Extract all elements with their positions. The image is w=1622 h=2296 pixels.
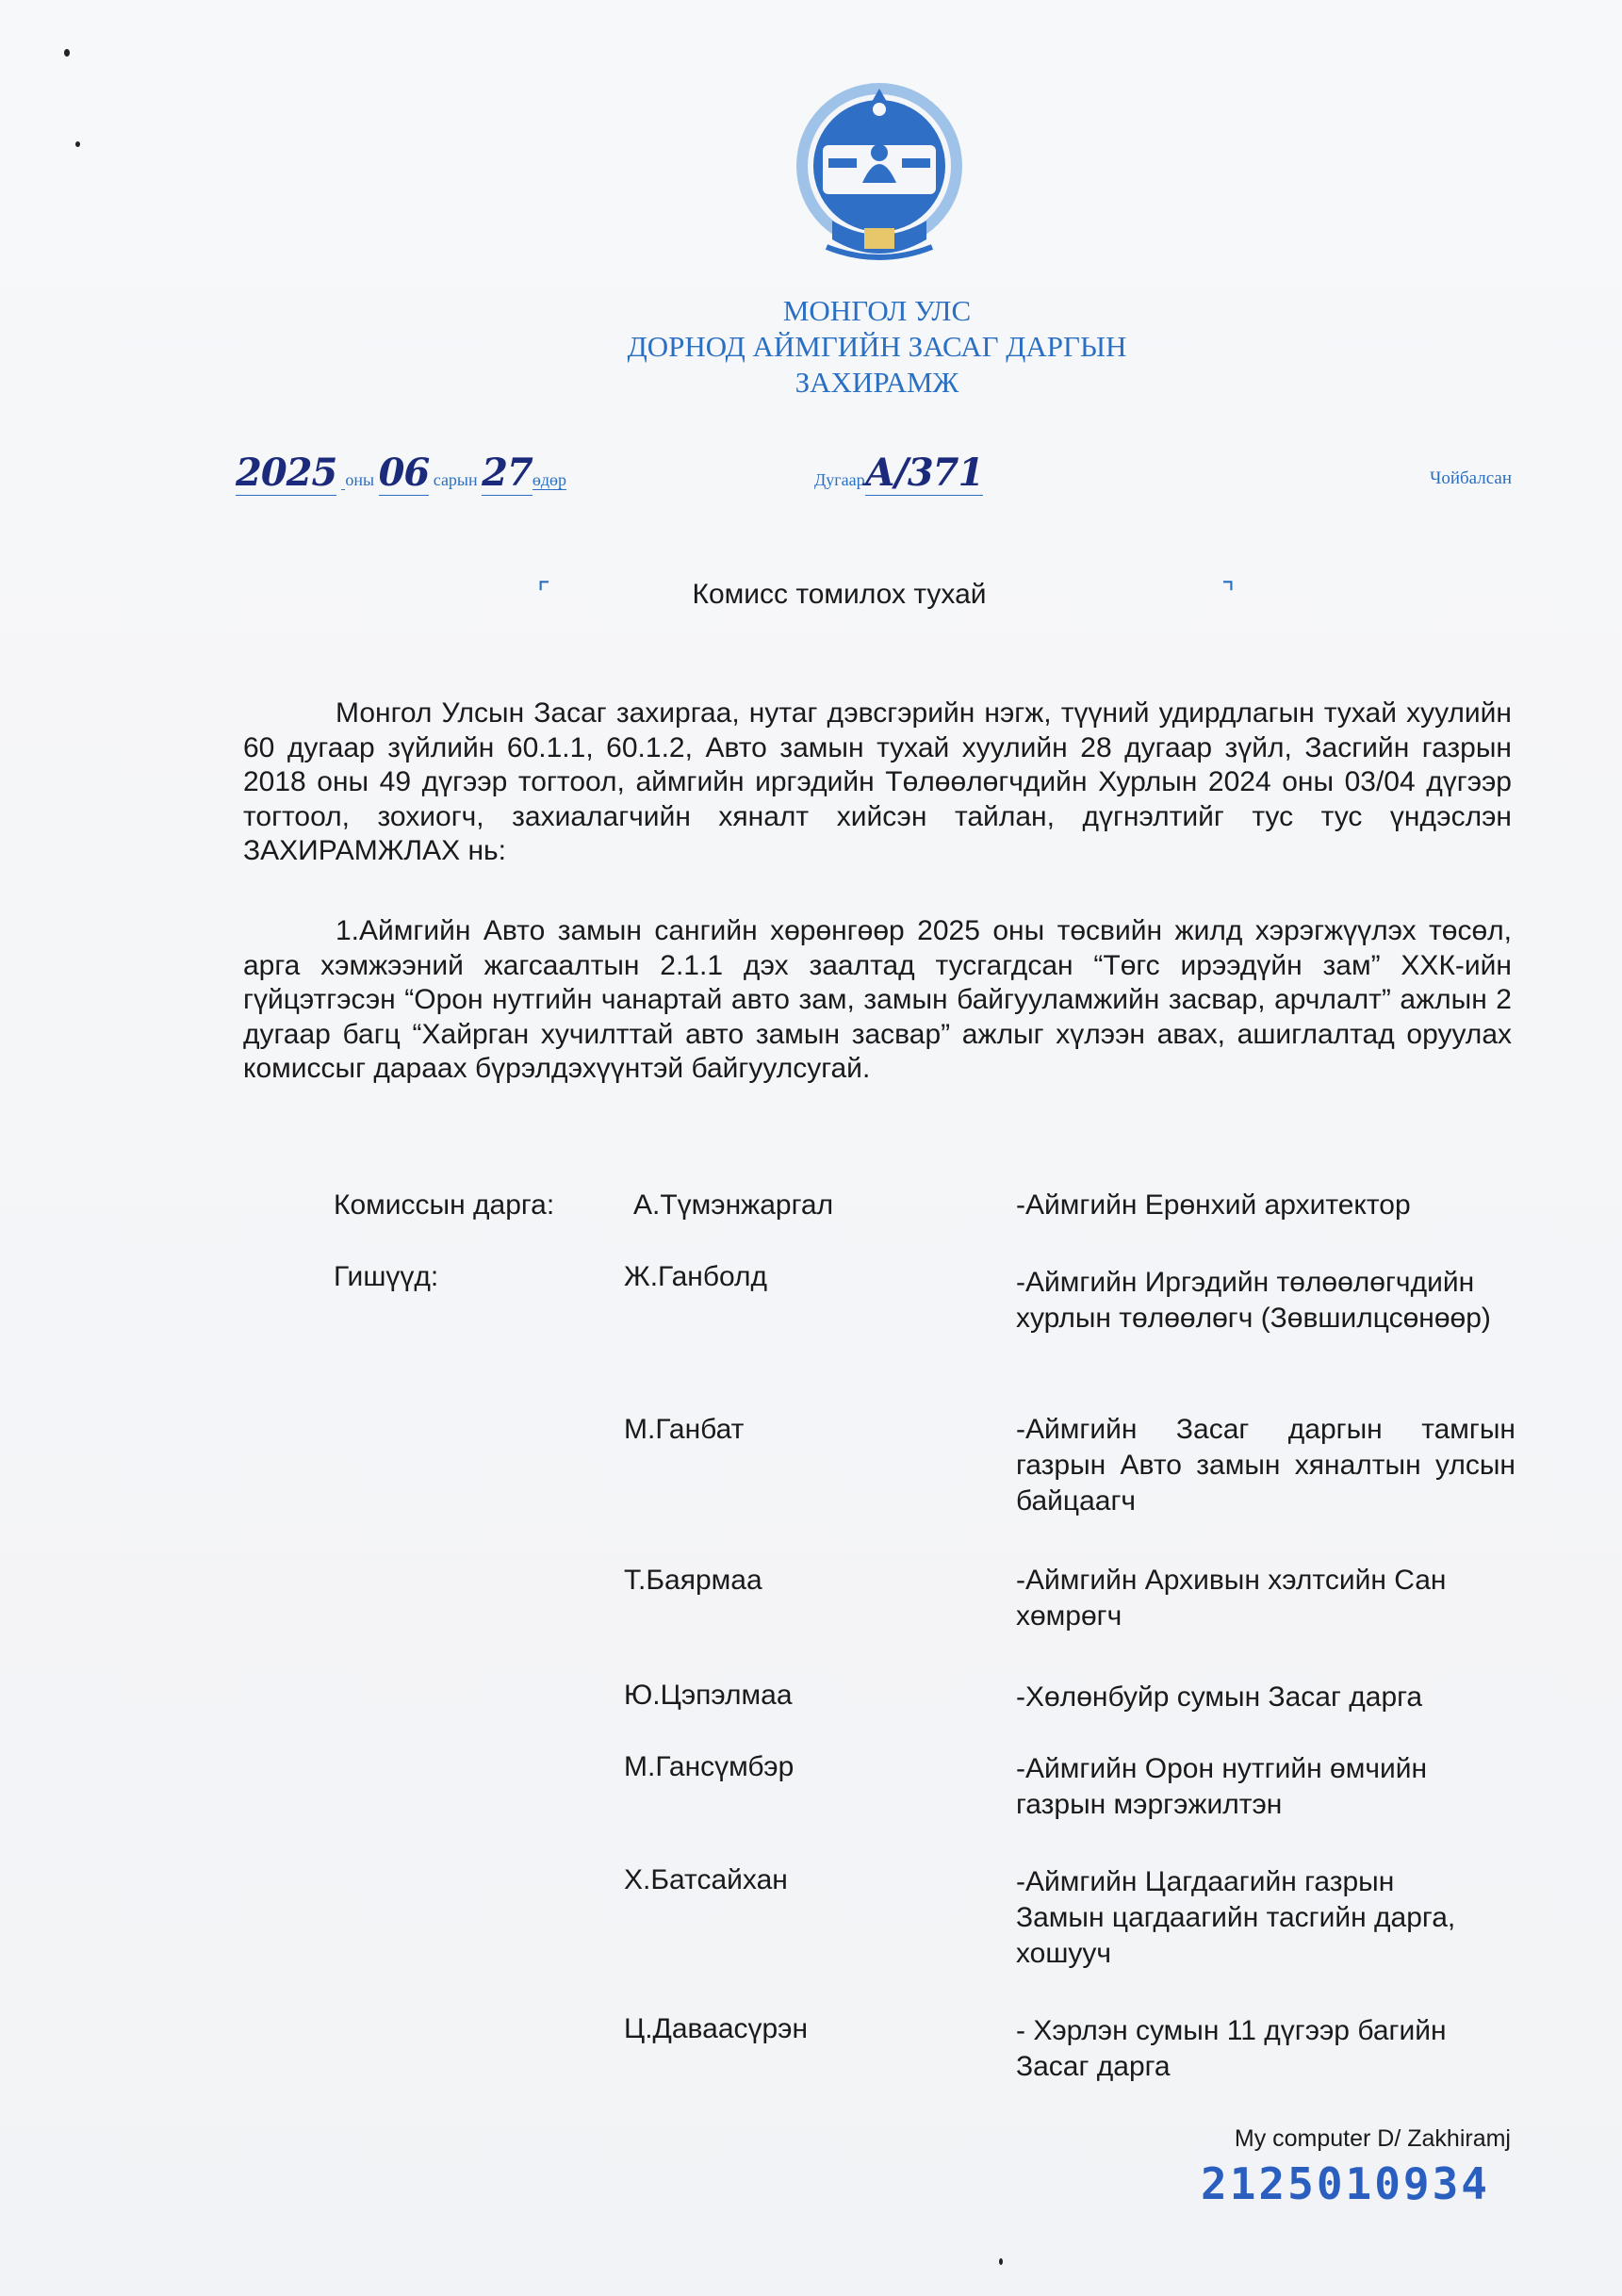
member-name: М.Гансүмбэр <box>624 1751 795 1782</box>
place-name: Чойбалсан <box>1429 468 1512 488</box>
member-role: -Аймгийн Архивын хэлтсийн Сан хөмрөгч <box>1016 1565 1447 1632</box>
member-name: М.Ганбат <box>624 1414 745 1445</box>
date-day: 27 <box>482 451 532 495</box>
member-name: Т.Баярмаа <box>624 1565 762 1596</box>
member-name: Ж.Ганболд <box>624 1261 768 1292</box>
document-number: А/371 <box>864 451 984 495</box>
scan-speck <box>75 141 80 147</box>
member-name: Ц.Даваасүрэн <box>624 2013 809 2044</box>
member-role: -Аймгийн Иргэдийн төлөөлөгчдийн хурлын төлөөлөгч (Зөвшилцсөнөөр) <box>1016 1267 1491 1334</box>
member-name: Х.Батсайхан <box>624 1864 788 1895</box>
chair-name: А.Түмэнжаргал <box>633 1189 834 1221</box>
number-field <box>814 451 983 495</box>
date-year: 2025 <box>236 451 337 495</box>
order-paragraph: 1.Аймгийн Авто замын сангийн хөрөнгөөр 2025 оны төсвийн жилд хэрэгжүүлэх төсөл, арга хэмжээний жагсаалтын 2.1.1 дэх заалтад тусгагдсан “Төгс ирээдүйн зам” ХХК-ийн гүйцэтгэсэн “Орон нутгийн чанартай авто зам, замын байгууламжийн засвар, арчлалт” ажлын 2 дугаар багц “Хайрган хучилттай авто замын засвар” ажлыг хүлээн авах, ашиглалтад оруулах комиссыг дараах бүрэлдэхүүнтэй байгуулсугай. <box>243 915 1512 1084</box>
header-authority: ДОРНОД АЙМГИЙН ЗАСАГ ДАРГЫН <box>627 330 1127 363</box>
member-role: -Аймгийн Орон нутгийн өмчийн газрын мэргэжилтэн <box>1016 1753 1428 1820</box>
subject-title: Комисс томилох тухай <box>692 579 987 610</box>
file-path-note: My computer D/ Zakhiramj <box>1234 2125 1511 2152</box>
chair-label: Комиссын дарга: <box>334 1189 555 1221</box>
date-month: 06 <box>378 451 430 495</box>
subject-bracket-right: ⌝ <box>1221 578 1236 609</box>
header-country: МОНГОЛ УЛС <box>782 294 972 327</box>
subject-bracket-left: ⌜ <box>537 578 551 609</box>
member-role: -Хөлөнбуйр сумын Засаг дарга <box>1016 1681 1423 1713</box>
scan-speck <box>999 2258 1003 2265</box>
state-emblem-icon <box>795 79 964 272</box>
chair-role: -Аймгийн Ерөнхий архитектор <box>1016 1189 1411 1221</box>
header-doc-type: ЗАХИРАМЖ <box>795 366 959 399</box>
date-month-label: сарын <box>433 470 478 489</box>
number-label: Дугаар <box>814 470 865 489</box>
members-label: Гишүүд: <box>334 1261 439 1292</box>
legal-basis-paragraph: Монгол Улсын Засаг захиргаа, нутаг дэвсгэрийн нэгж, түүний удирдлагын тухай хуулийн 60 дугаар зүйлийн 60.1.1, 60.1.2, Авто замын тухай хуулийн 28 дугаар зүйл, Засгийн газрын 2018 оны 49 дүгээр тогтоол, аймгийн иргэдийн Төлөөлөгчдийн Хурлын 2024 оны 03/04 дүгээр тогтоол, зохиогч, захиалагчийн хяналт хийсэн тайлан, дүгнэлтийг тус тус үндэслэн ЗАХИРАМЖЛАХ нь: <box>243 697 1512 866</box>
member-role: -Аймгийн Засаг даргын тамгын газрын Авто замын хяналтын улсын байцаагч <box>1016 1414 1516 1517</box>
registration-stamp-number: 2125010934 <box>1201 2158 1490 2209</box>
member-role: -Аймгийн Цагдаагийн газрын Замын цагдаагийн тасгийн дарга, хошууч <box>1016 1866 1456 1969</box>
date-year-label: оны <box>345 470 375 489</box>
date-field <box>236 451 566 495</box>
scan-speck <box>64 49 70 57</box>
member-name: Ю.Цэпэлмаа <box>624 1680 793 1711</box>
member-role: - Хэрлэн сумын 11 дүгээр багийн Засаг дарга <box>1016 2015 1447 2082</box>
date-day-label: өдөр <box>532 470 567 489</box>
